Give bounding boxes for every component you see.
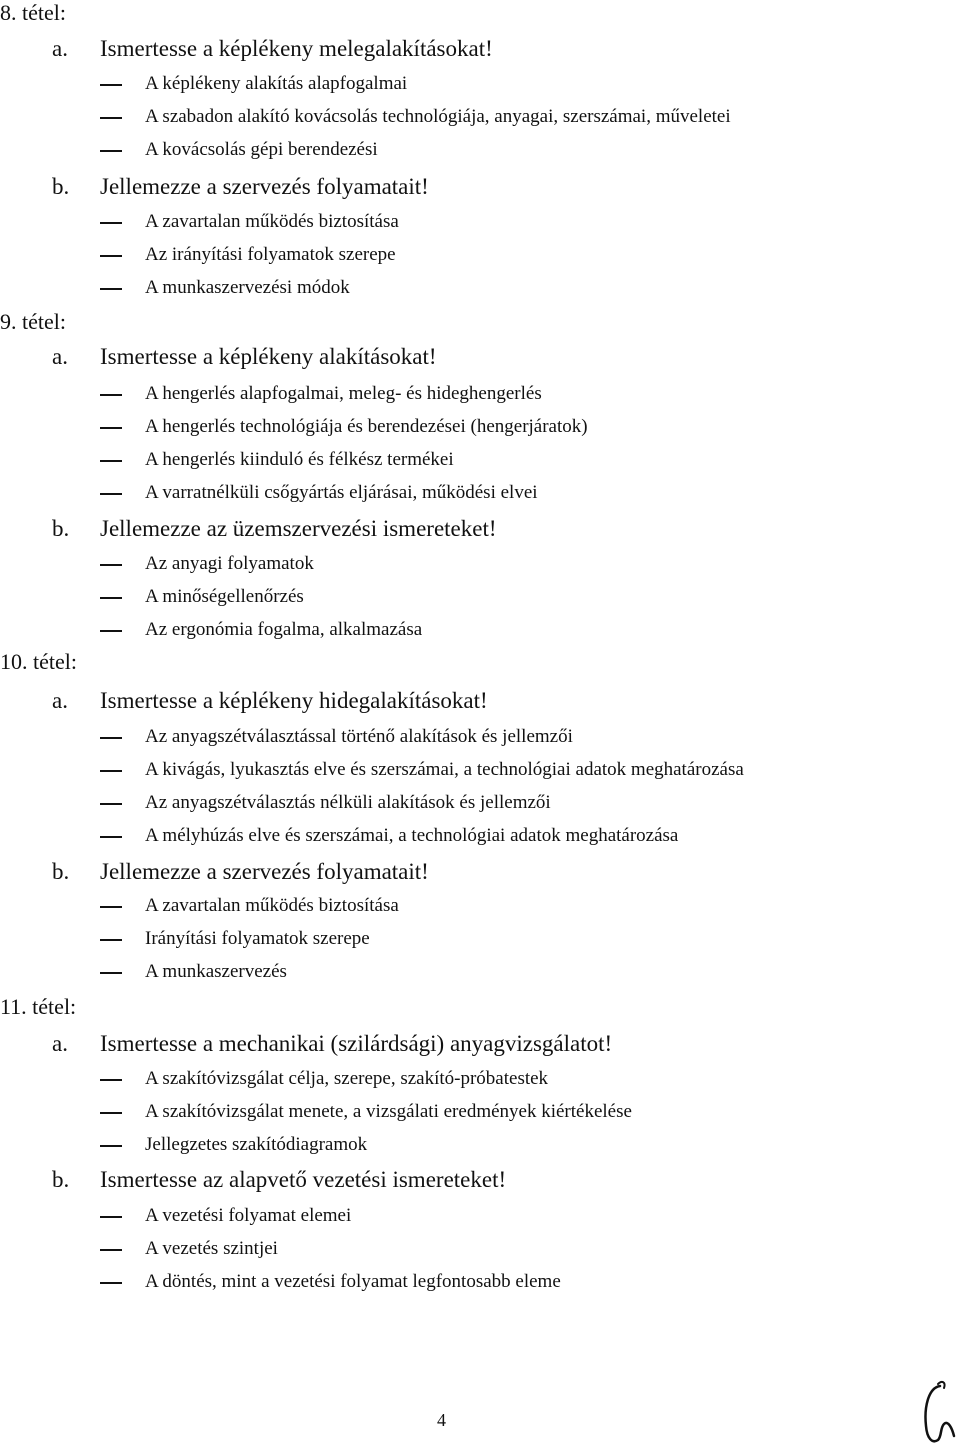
- bullet-item: A mélyhúzás elve és szerszámai, a technológiai adatok meghatározása: [145, 825, 679, 846]
- bullet-item: Az irányítási folyamatok szerepe: [145, 244, 396, 265]
- bullet-item: A szakítóvizsgálat célja, szerepe, szakító-próbatestek: [145, 1068, 549, 1089]
- bullet-dash: [100, 255, 122, 257]
- bullet-item: A képlékeny alakítás alapfogalmai: [145, 73, 408, 94]
- bullet-dash: [100, 972, 122, 974]
- bullet-dash: [100, 1216, 122, 1218]
- bullet-dash: [100, 117, 122, 119]
- bullet-item: Az anyagszétválasztással történő alakítások és jellemzői: [145, 726, 573, 747]
- bullet-item: A vezetés szintjei: [145, 1238, 278, 1259]
- bullet-dash: [100, 1079, 122, 1081]
- bullet-item: A kovácsolás gépi berendezési: [145, 139, 378, 160]
- bullet-dash: [100, 770, 122, 772]
- bullet-item: Az anyagszétválasztás nélküli alakítások és jellemzői: [145, 792, 551, 813]
- bullet-dash: [100, 427, 122, 429]
- item-letter: b.: [52, 516, 70, 541]
- bullet-dash: [100, 84, 122, 86]
- item-letter: b.: [52, 1167, 70, 1192]
- bullet-dash: [100, 836, 122, 838]
- bullet-dash: [100, 460, 122, 462]
- bullet-item: Az anyagi folyamatok: [145, 553, 314, 574]
- item-letter: b.: [52, 859, 70, 884]
- bullet-dash: [100, 394, 122, 396]
- bullet-item: A kivágás, lyukasztás elve és szerszámai, a technológiai adatok meghatározása: [145, 759, 744, 780]
- bullet-dash: [100, 803, 122, 805]
- bullet-item: A szakítóvizsgálat menete, a vizsgálati eredmények kiértékelése: [145, 1101, 632, 1122]
- item-title: Jellemezze a szervezés folyamatait!: [100, 174, 429, 199]
- bullet-dash: [100, 597, 122, 599]
- bullet-dash: [100, 1249, 122, 1251]
- bullet-dash: [100, 222, 122, 224]
- bullet-item: A hengerlés technológiája és berendezései (hengerjáratok): [145, 416, 588, 437]
- item-title: Ismertesse a mechanikai (szilárdsági) anyagvizsgálatot!: [100, 1031, 613, 1056]
- bullet-item: A szabadon alakító kovácsolás technológiája, anyagai, szerszámai, műveletei: [145, 106, 731, 127]
- item-letter: a.: [52, 344, 68, 369]
- item-letter: a.: [52, 1031, 68, 1056]
- bullet-dash: [100, 1145, 122, 1147]
- bullet-item: A zavartalan működés biztosítása: [145, 895, 399, 916]
- bullet-dash: [100, 150, 122, 152]
- section-heading: 10. tétel:: [0, 649, 77, 674]
- bullet-item: A döntés, mint a vezetési folyamat legfontosabb eleme: [145, 1271, 561, 1292]
- bullet-item: A zavartalan működés biztosítása: [145, 211, 399, 232]
- item-letter: b.: [52, 174, 70, 199]
- bullet-dash: [100, 939, 122, 941]
- item-letter: a.: [52, 36, 68, 61]
- bullet-dash: [100, 493, 122, 495]
- page-number: 4: [437, 1410, 446, 1430]
- item-title: Ismertesse az alapvető vezetési ismereteket!: [100, 1167, 507, 1192]
- bullet-dash: [100, 1282, 122, 1284]
- section-heading: 8. tétel:: [0, 0, 66, 25]
- bullet-item: Az ergonómia fogalma, alkalmazása: [145, 619, 423, 640]
- bullet-item: A munkaszervezési módok: [145, 277, 350, 298]
- section-heading: 9. tétel:: [0, 309, 66, 334]
- item-title: Ismertesse a képlékeny melegalakításokat!: [100, 36, 493, 61]
- bullet-item: A varratnélküli csőgyártás eljárásai, működési elvei: [145, 482, 538, 503]
- bullet-dash: [100, 564, 122, 566]
- bullet-dash: [100, 630, 122, 632]
- bullet-item: A hengerlés kiinduló és félkész termékei: [145, 449, 454, 470]
- item-title: Jellemezze az üzemszervezési ismereteket!: [100, 516, 497, 541]
- bullet-item: A munkaszervezés: [145, 961, 287, 982]
- bullet-dash: [100, 288, 122, 290]
- item-title: Ismertesse a képlékeny alakításokat!: [100, 344, 437, 369]
- item-title: Jellemezze a szervezés folyamatait!: [100, 859, 429, 884]
- bullet-dash: [100, 1112, 122, 1114]
- bullet-item: Jellegzetes szakítódiagramok: [145, 1134, 368, 1155]
- bullet-item: A minőségellenőrzés: [145, 586, 304, 607]
- bullet-item: A hengerlés alapfogalmai, meleg- és hideghengerlés: [145, 383, 542, 404]
- bullet-item: Irányítási folyamatok szerepe: [145, 928, 370, 949]
- item-title: Ismertesse a képlékeny hidegalakításokat!: [100, 688, 488, 713]
- item-letter: a.: [52, 688, 68, 713]
- section-heading: 11. tétel:: [0, 994, 77, 1019]
- handwritten-signature-icon: [918, 1378, 958, 1448]
- bullet-dash: [100, 906, 122, 908]
- bullet-dash: [100, 737, 122, 739]
- bullet-item: A vezetési folyamat elemei: [145, 1205, 352, 1226]
